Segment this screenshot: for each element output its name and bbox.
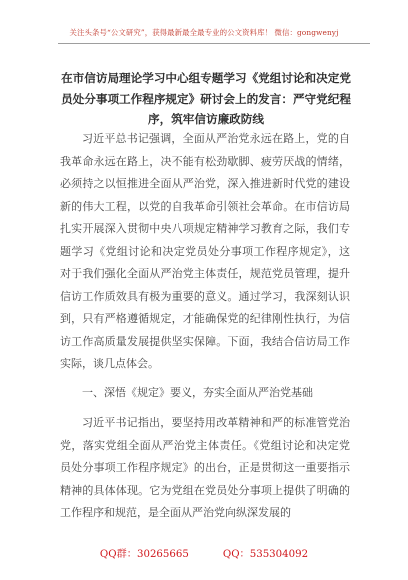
paragraph-section-1: 习近平书记指出，要坚持用改革精神和严的标准管党治党，落实党组全面从严治党主体责任。《党组讨论和决定党员处分事项工作程序规定》的出台，正是贯彻这一重要指示精神的具体体现。它为党组在党员处分事项上提供了明确的工作程序和规范，是全面从严治党向纵深发展的 [60, 416, 350, 519]
footer-qq: QQ：535304092 [222, 549, 309, 560]
section-heading-1: 一、深悟《规定》要义，夯实全面从严治党基础 [82, 385, 313, 399]
footer-qq-group: QQ群：30265665 [99, 549, 189, 560]
document-title: 在市信访局理论学习中心组专题学习《党组讨论和决定党员处分事项工作程序规定》研讨会上的发言：严守党纪程序，筑牢信访廉政防线 [61, 71, 351, 126]
header-divider [58, 43, 370, 44]
footer-contact [0, 545, 408, 560]
header-note: 关注头条号“公文研究”，获得最新最全最专业的公文资料库！ 微信：gongwenyj [69, 28, 339, 37]
paragraph-intro: 习近平总书记强调，全面从严治党永远在路上，党的自我革命永远在路上，决不能有松劲歇脚、疲劳厌战的情绪，必须持之以恒推进全面从严治党，深入推进新时代党的建设新的伟大工程，以党的自我革命引领社会革命。在市信访局扎实开展深入贯彻中央八项规定精神学习教育之际，我们专题学习《党组讨论和决定党员处分事项工作程序规定》，这对于我们强化全面从严治党主体责任，规范党员管理，提升信访工作质效具有极为重要的意义。通过学习，我深刻认识到，只有严格遵循规定，才能确保党的纪律刚性执行，为信访工作高质量发展提供坚实保障。下面，我结合信访局工作实际，谈几点体会。 [60, 132, 350, 370]
document-body [60, 128, 350, 525]
